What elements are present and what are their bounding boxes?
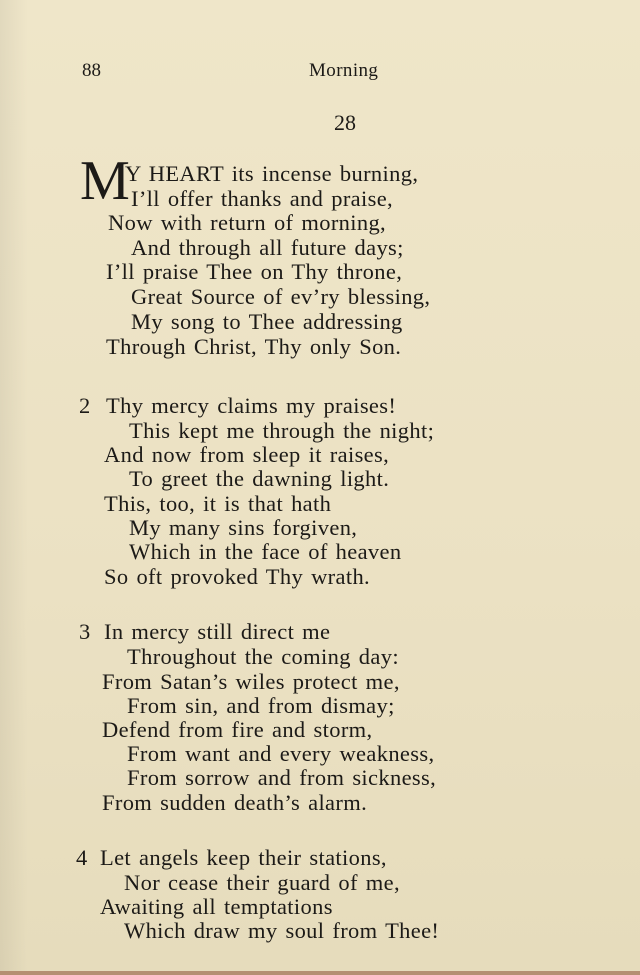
- verse-line: Y HEART its incense burning,: [125, 161, 419, 186]
- stanza-number: 3: [79, 619, 91, 644]
- verse-line: And now from sleep it raises,: [104, 442, 390, 467]
- verse-line: Great Source of ev’ry blessing,: [131, 284, 431, 309]
- verse-line: I’ll offer thanks and praise,: [131, 186, 394, 211]
- running-head-title: Morning: [309, 60, 379, 81]
- verse-line: Which in the face of heaven: [129, 539, 402, 564]
- stanza-number: 4: [76, 845, 88, 870]
- verse-line: This, too, it is that hath: [104, 491, 332, 516]
- verse-line: Nor cease their guard of me,: [124, 870, 400, 895]
- verse-line: From sorrow and from sickness,: [127, 765, 437, 790]
- stanza-number: 2: [79, 393, 91, 418]
- verse-line: Through Christ, Thy only Son.: [106, 334, 402, 359]
- verse-line: And through all future days;: [131, 235, 404, 260]
- page-bottom-edge: [0, 971, 640, 975]
- verse-line: From Satan’s wiles protect me,: [102, 669, 400, 694]
- verse-line: My song to Thee addressing: [131, 309, 403, 334]
- page-number: 88: [82, 60, 101, 81]
- verse-line: This kept me through the night;: [129, 418, 435, 443]
- verse-line: I’ll praise Thee on Thy throne,: [106, 259, 403, 284]
- verse-line: In mercy still direct me: [104, 619, 331, 644]
- verse-line: Now with return of morning,: [108, 210, 387, 235]
- drop-cap: M: [80, 150, 130, 212]
- verse-line: My many sins forgiven,: [129, 515, 358, 540]
- verse-line: From want and every weakness,: [127, 741, 435, 766]
- verse-line: Thy mercy claims my praises!: [106, 393, 397, 418]
- verse-line: So oft provoked Thy wrath.: [104, 564, 371, 589]
- verse-line: To greet the dawning light.: [129, 466, 390, 491]
- verse-line: Defend from fire and storm,: [102, 717, 373, 742]
- verse-line: From sin, and from dismay;: [127, 693, 395, 718]
- verse-line: Throughout the coming day:: [127, 644, 399, 669]
- hymn-number: 28: [334, 110, 356, 135]
- verse-line: From sudden death’s alarm.: [102, 790, 368, 815]
- verse-line: Which draw my soul from Thee!: [124, 918, 440, 943]
- verse-line: Awaiting all temptations: [100, 894, 333, 919]
- verse-line: Let angels keep their stations,: [100, 845, 387, 870]
